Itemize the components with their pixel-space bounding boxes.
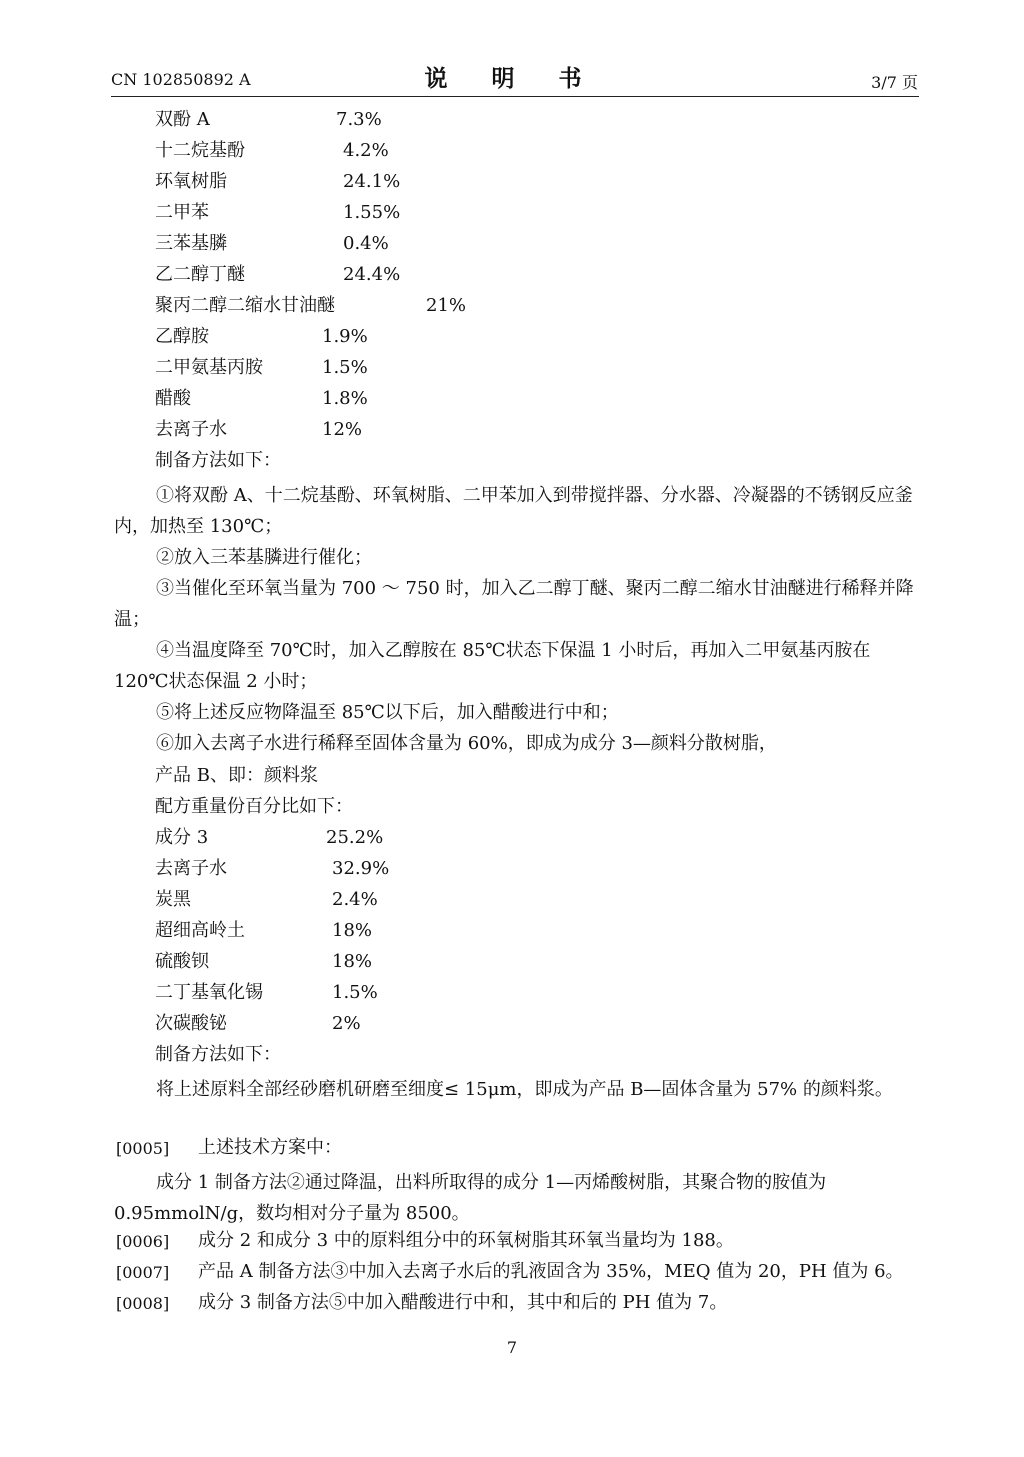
ingredient-name: 二甲氨基丙胺 [155, 357, 263, 378]
ingredient-value: 1.9% [322, 326, 368, 347]
formula-heading: 配方重量份百分比如下： [155, 796, 353, 817]
ingredient-name: 三苯基膦 [155, 233, 227, 254]
ingredient-name: 乙二醇丁醚 [155, 264, 245, 285]
ingredient-value: 1.8% [322, 388, 368, 409]
ingredient-value: 25.2% [326, 827, 384, 848]
ingredient-value: 4.2% [343, 140, 389, 161]
document-title: 说 明 书 [424, 65, 600, 92]
header-rule [111, 96, 919, 97]
prep-text: 将上述原料全部经砂磨机研磨至细度≤ 15μm，即成为产品 B—固体含量为 57% 的颜料浆。 [156, 1079, 893, 1100]
product-b-title: 产品 B、即：颜料浆 [155, 765, 318, 786]
paragraph-tag: [0006] [116, 1232, 170, 1251]
ingredient-value: 21% [426, 295, 467, 316]
prep-step-5: ⑤将上述反应物降温至 85℃以下后，加入醋酸进行中和； [156, 702, 619, 723]
ingredient-name: 二丁基氧化锡 [155, 982, 263, 1003]
prep-step-4: ④当温度降至 70℃时，加入乙醇胺在 85℃状态下保温 1 小时后，再加入二甲氨基丙胺在 120℃状态保温 2 小时； [114, 640, 871, 692]
ingredient-value: 7.3% [336, 109, 382, 130]
ingredient-value: 12% [322, 419, 363, 440]
ingredient-value: 18% [332, 920, 373, 941]
prep-step-1: ①将双酚 A、十二烷基酚、环氧树脂、二甲苯加入到带搅拌器、分水器、冷凝器的不锈钢反应釜内，加热至 130℃； [114, 485, 913, 537]
page-indicator: 3/7 页 [871, 73, 918, 92]
ingredient-name: 次碳酸铋 [155, 1013, 227, 1034]
prep-step-3: ③当催化至环氧当量为 700 ～ 750 时，加入乙二醇丁醚、聚丙二醇二缩水甘油醚进行稀释并降温； [114, 578, 914, 630]
prep-heading: 制备方法如下： [155, 1044, 281, 1065]
ingredient-value: 1.5% [322, 357, 368, 378]
ingredient-name: 超细高岭土 [155, 920, 245, 941]
ingredient-value: 24.4% [343, 264, 401, 285]
prep-step-2: ②放入三苯基膦进行催化； [156, 547, 372, 568]
paragraph-text: 产品 A 制备方法③中加入去离子水后的乳液固含为 35%，MEQ 值为 20，PH 值为 6。 [198, 1261, 904, 1282]
ingredient-value: 1.5% [332, 982, 378, 1003]
ingredient-name: 二甲苯 [155, 202, 209, 223]
ingredient-name: 醋酸 [155, 388, 191, 409]
ingredient-name: 成分 3 [155, 827, 209, 848]
ingredient-value: 18% [332, 951, 373, 972]
ingredient-name: 乙醇胺 [155, 326, 209, 347]
paragraph-tag: [0008] [116, 1294, 170, 1313]
ingredient-name: 十二烷基酚 [155, 140, 245, 161]
prep-step-6: ⑥加入去离子水进行稀释至固体含量为 60%，即成为成分 3—颜料分散树脂， [156, 733, 777, 754]
paragraph-text: 成分 3 制备方法⑤中加入醋酸进行中和，其中和后的 PH 值为 7。 [198, 1292, 728, 1313]
ingredient-value: 0.4% [343, 233, 389, 254]
ingredient-value: 2% [332, 1013, 361, 1034]
paragraph-text: 上述技术方案中： [198, 1137, 342, 1158]
ingredient-name: 双酚 A [155, 109, 210, 130]
ingredient-value: 32.9% [332, 858, 390, 879]
ingredient-value: 2.4% [332, 889, 378, 910]
ingredient-value: 1.55% [343, 202, 401, 223]
ingredient-name: 去离子水 [155, 858, 227, 879]
ingredient-name: 聚丙二醇二缩水甘油醚 [155, 295, 335, 316]
ingredient-name: 硫酸钡 [155, 951, 209, 972]
patent-number: CN 102850892 A [111, 70, 251, 89]
paragraph-text: 成分 2 和成分 3 中的原料组分中的环氧树脂其环氧当量均为 188。 [198, 1230, 734, 1251]
ingredient-name: 炭黑 [155, 889, 191, 910]
paragraph-tag: [0005] [116, 1139, 170, 1158]
ingredient-name: 环氧树脂 [155, 171, 227, 192]
ingredient-value: 24.1% [343, 171, 401, 192]
prep-heading: 制备方法如下： [155, 450, 281, 471]
paragraph-tag: [0007] [116, 1263, 170, 1282]
page-number: 7 [506, 1338, 518, 1357]
paragraph-text: 成分 1 制备方法②通过降温，出料所取得的成分 1—丙烯酸树脂，其聚合物的胺值为 0.95mmolN/g，数均相对分子量为 8500。 [114, 1172, 827, 1224]
ingredient-name: 去离子水 [155, 419, 227, 440]
